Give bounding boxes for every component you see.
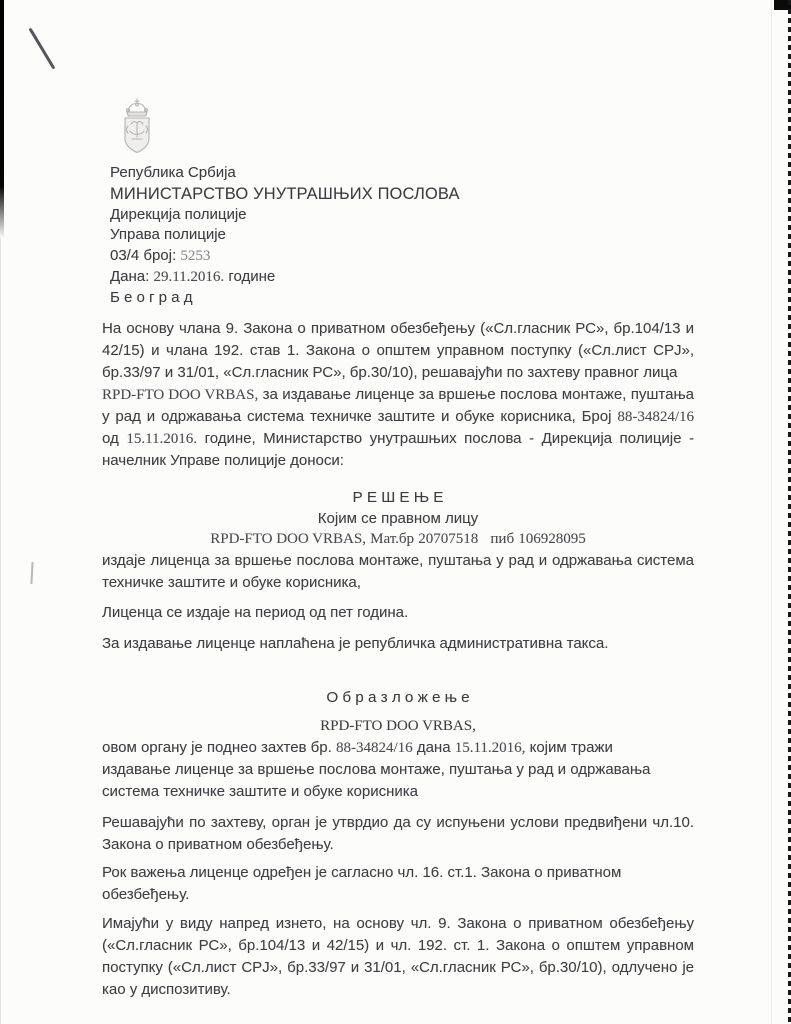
header-administration: Управа полиције (110, 226, 226, 244)
resolution-mat-label: Мат.бр (370, 531, 415, 548)
rationale-date: 15.11.2016, (454, 739, 526, 756)
header-date-line (110, 267, 694, 288)
preamble-lead-paragraph (102, 318, 694, 384)
rationale-company-line: RPD-FTO DOO VRBAS, (320, 717, 476, 734)
rationale-request-paragraph (102, 737, 694, 803)
rationale-conclusion-paragraph: Имајући у виду напред изнето, на основу чл. 9. Закона о приватном обезбеђењу («Сл.гласник РС», бр.104/13 и 42/15) и чл. 192. ст. 1. Закона о општем управном поступку («Сл.лист СРЈ», бр.33/97 и 31/01, «Сл.гласник РС», бр.30/10), одлучено је као у диспозитиву. (102, 914, 694, 998)
header-directorate: Дирекција полиције (110, 205, 247, 223)
rationale-line1-a: овом органу је поднео захтев бр. (102, 738, 332, 756)
resolution-pib-label: пиб (490, 531, 515, 548)
date-suffix: године (228, 267, 276, 285)
preamble-lead-text: На основу члана 9. Закона о приватном обезбеђењу («Сл.гласник РС», бр.104/13 и 42/15) и члана 192. став 1. Закона о општем управном поступку («Сл.лист СРЈ», бр.33/97 и 31/01, «Сл.гласник РС», бр.30/10), решавајући по захтеву правног лица (102, 319, 694, 381)
resolution-subtitle: Којим се правном лицу (317, 509, 479, 527)
reference-label: 03/4 број: (110, 247, 177, 265)
header-reference-number (110, 246, 694, 267)
reference-value: 5253 (180, 248, 211, 265)
resolution-tax-paragraph: За издавање лиценце наплаћена је републичка административна такса. (102, 634, 609, 652)
preamble-company-paragraph (102, 384, 694, 472)
resolution-company-name: RPD-FTO DOO VRBAS, (210, 531, 366, 548)
preamble-od-word: од (102, 429, 119, 447)
serbia-coat-of-arms-icon (117, 97, 157, 157)
preamble-case-date: 15.11.2016. (126, 430, 198, 447)
preamble-request-text: за издавање лиценце за вршење послова монтаже, пуштања у рад и одржавања система техничке заштите и обуке корисника, Број (102, 385, 694, 425)
header-ministry: МИНИСТАРСТВО УНУТРАШЊИХ ПОСЛОВА (110, 184, 460, 203)
resolution-grant-paragraph: издаје лиценца за вршење послова монтаже, пуштања у рад и одржавања система техничке заштите и обуке корисника, (102, 551, 694, 591)
rationale-line1-b: дана (416, 738, 451, 756)
resolution-title: Р Е Ш Е Њ Е (352, 488, 444, 506)
date-label: Дана: (110, 267, 150, 285)
rationale-request-line1 (102, 737, 694, 759)
rationale-line1-c: којим тражи (529, 738, 613, 756)
resolution-mat-number: 20707518 (418, 531, 479, 548)
preamble-case-number: 88-34824/16 (617, 408, 695, 425)
resolution-validity-paragraph: Лиценца се издаје на период од пет година. (102, 603, 409, 621)
resolution-pib-number: 106928095 (518, 531, 586, 548)
rationale-title: О б р а з л о ж е њ е (326, 688, 470, 706)
rationale-request-line3: система техничке заштите и обуке корисника (102, 782, 418, 800)
rationale-request-line2: издавање лиценце за вршење послова монтаже, пуштања у рад и одржавања (102, 760, 651, 778)
rationale-conditions-paragraph: Решавајући по захтеву, орган је утврдио да су испуњени услови предвиђени чл.10. Закона о приватном обезбеђењу. (102, 813, 694, 853)
preamble-company-name: RPD-FTO DOO VRBAS, (102, 386, 259, 403)
resolution-company-line (102, 529, 694, 550)
rationale-validity-paragraph: Рок важења лиценце одређен је сагласно чл. 16. ст.1. Закона о приватном обезбеђењу. (102, 863, 622, 903)
preamble-tail-text: године, Министарство унутрашњих послова - Дирекција полиције - начелник Управе полиције доноси: (102, 429, 695, 469)
letterhead (102, 163, 694, 309)
header-city: Б е о г р а д (110, 288, 193, 306)
date-value: 29.11.2016. (153, 268, 225, 285)
rationale-case-number: 88-34824/16 (335, 739, 413, 756)
header-republic: Република Србија (110, 164, 236, 181)
